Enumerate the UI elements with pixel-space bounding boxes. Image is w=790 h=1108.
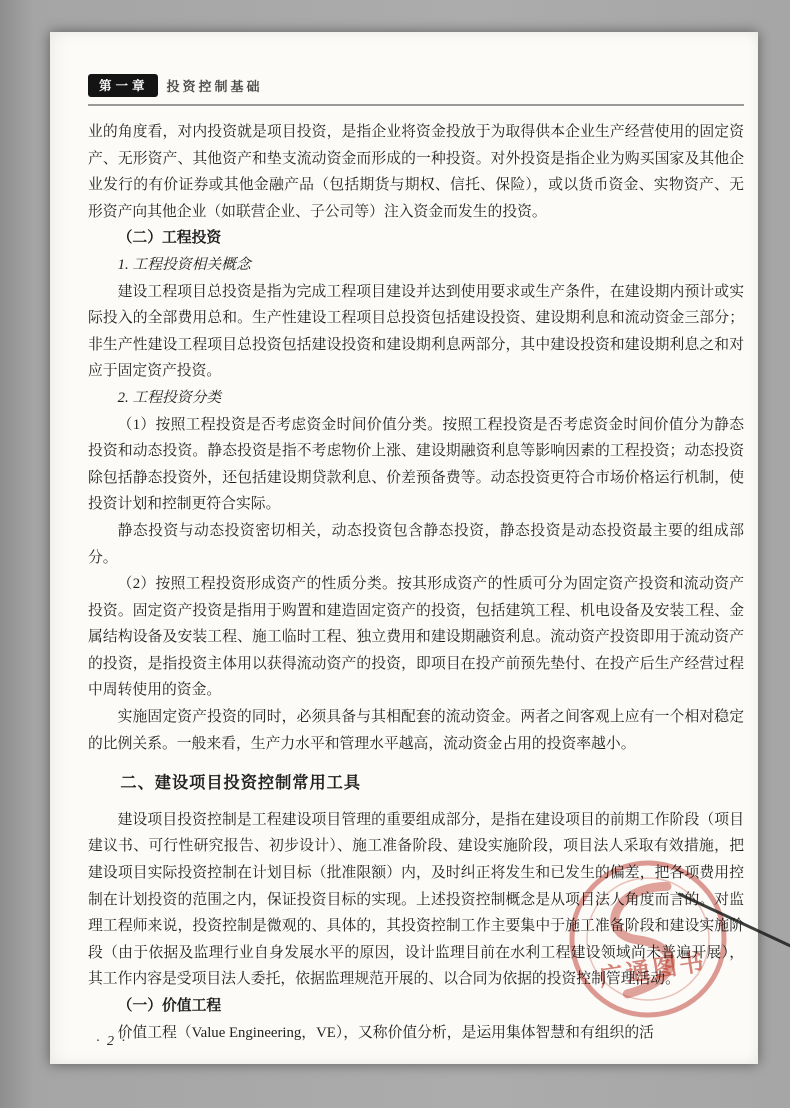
page-content <box>88 119 744 1046</box>
paragraph-asset-nature-classification: （2）按照工程投资形成资产的性质分类。按其形成资产的性质可分为固定资产投资和流动资产投资。固定资产投资是指用于购置和建造固定资产的投资，包括建筑工程、机电设备及安装工程、金属结构设备及安装工程、施工临时工程、独立费用和建设期融资利息。流动资产投资即用于流动资产的投资，是指投资主体用以获得流动资产的投资，即项目在投产前预先垫付、在投产后生产经营过程中周转使用的资金。 <box>88 576 744 699</box>
seal-text: 广通图书 <box>597 949 709 992</box>
paragraph-continued-investment-definition: 业的角度看，对内投资就是项目投资，是指企业将资金投放于为取得供本企业生产经营使用的固定资产、无形资产、其他资产和垫支流动资金而形成的一种投资。对外投资是指企业为购买国家及其他企业发行的有价证券或其他金融产品（包括期货与期权、信托、保险），或以货币资金、实物资产、无形资产向其他企业（如联营企业、子公司等）注入资金而发生的投资。 <box>88 124 744 220</box>
page-inner <box>50 32 758 1064</box>
chapter-title: 投资控制基础 <box>166 79 263 94</box>
chapter-badge: 第一章 <box>88 74 158 97</box>
paragraph-time-value-classification: （1）按照工程投资是否考虑资金时间价值分类。按照工程投资是否考虑资金时间价值分为静态投资和动态投资。静态投资是指不考虑物价上涨、建设期融资利息等影响因素的工程投资；动态投资除包括静态投资外，还包括建设期贷款利息、价差预备费等。动态投资更符合市场价格运行机制，使投资计划和控制更符合实际。 <box>88 416 744 513</box>
section-heading-common-tools: 二、建设项目投资控制常用工具 <box>120 774 362 793</box>
subsection-heading-value-engineering: （一）价值工程 <box>117 998 222 1014</box>
book-page <box>50 32 758 1064</box>
subsection-heading-engineering-investment: （二）工程投资 <box>117 230 222 247</box>
numbered-heading-related-concepts: 1. 工程投资相关概念 <box>117 256 251 273</box>
paragraph-value-engineering-intro: 价值工程（Value Engineering，VE），又称价值分析，是运用集体智慧和有组织的活 <box>117 1024 654 1041</box>
paragraph-total-investment: 建设工程项目总投资是指为完成工程项目建设并达到使用要求或生产条件，在建设期内预计或实际投入的全部费用总和。生产性建设工程项目总投资包括建设投资、建设期利息和流动资金三部分；非生产性建设工程项目总投资包括建设投资和建设期利息两部分，其中建设投资和建设期利息之和对应于固定资产投资。 <box>88 283 744 380</box>
page-header <box>88 74 744 106</box>
paragraph-static-dynamic-relation: 静态投资与动态投资密切相关，动态投资包含静态投资，静态投资是动态投资最主要的组成部分。 <box>88 522 744 566</box>
numbered-heading-investment-classification: 2. 工程投资分类 <box>117 389 222 406</box>
page-number: · 2 · <box>96 1034 127 1049</box>
paragraph-investment-control-definition: 建设项目投资控制是工程建设项目管理的重要组成部分，是指在建设项目的前期工作阶段（项目建议书、可行性研究报告、初步设计）、施工准备阶段、建设实施阶段，项目法人采取有效措施，把建设项目实际投资控制在计划目标（批准限额）内，及时纠正将发生和已发生的偏差，把各项费用控制在计划投资的范围之内，保证投资目标的实现。上述投资控制概念是从项目法人角度而言的。对监理工程师来说，投资控制是微观的、具体的，其投资控制工作主要集中于施工准备阶段和建设实施阶段（由于依据及监理行业自身发展水平的原因，设计监理目前在水利工程建设领域尚未普遍开展），其工作内容是受项目法人委托，依据监理规范开展的、以合同为依据的投资控制管理活动。 <box>88 811 744 988</box>
paragraph-fixed-liquid-ratio: 实施固定资产投资的同时，必须具备与其相配套的流动资金。两者之间客观上应有一个相对稳定的比例关系。一般来看，生产力水平和管理水平越高，流动资金占用的投资率越小。 <box>88 709 744 752</box>
